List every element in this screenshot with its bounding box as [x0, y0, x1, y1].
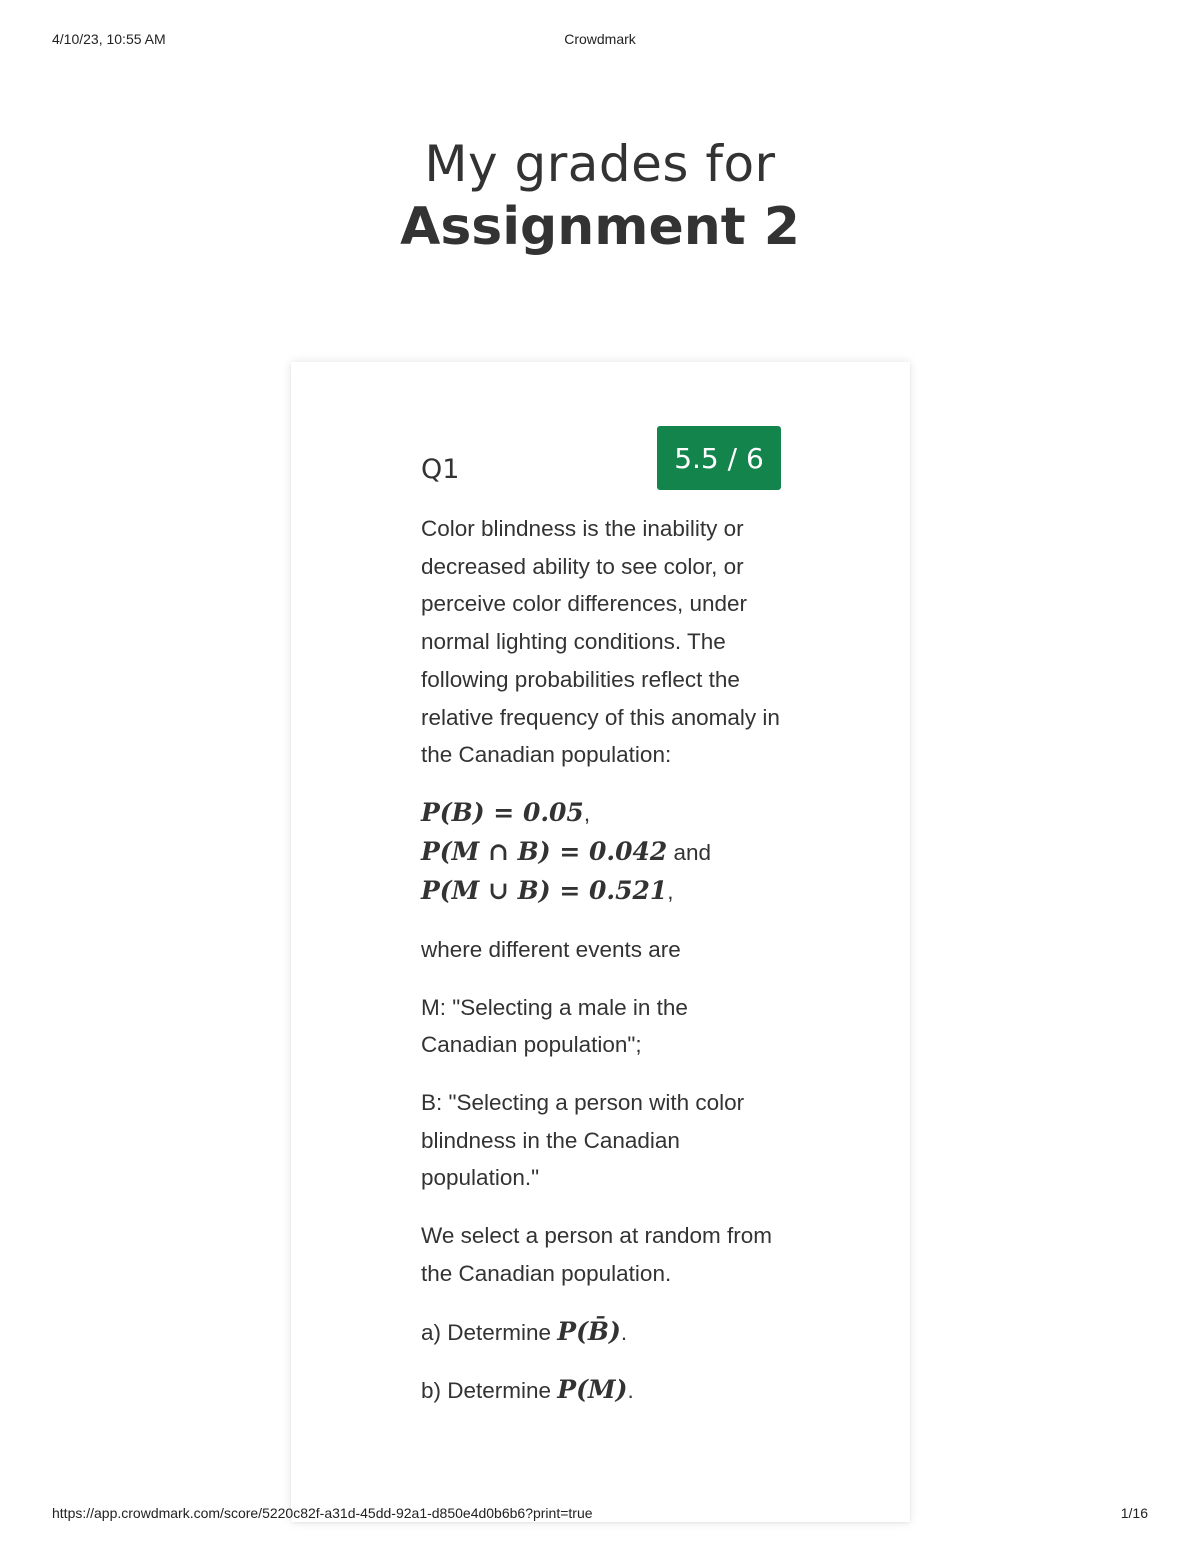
equation-p-m-or-b: P(M ∪ B) = 0.521	[421, 875, 668, 905]
equation-suffix: ,	[583, 800, 591, 826]
question-card	[291, 362, 910, 1522]
part-b-math: P(M)	[557, 1375, 628, 1405]
print-header	[0, 31, 1200, 51]
part-a-math: P(B̄)	[557, 1316, 621, 1346]
print-footer	[0, 1505, 1200, 1525]
equation-suffix: and	[667, 839, 712, 865]
question-body	[421, 510, 786, 1430]
event-m-definition: M: "Selecting a male in the Canadian population";	[421, 994, 688, 1058]
part-a-period: .	[620, 1319, 628, 1345]
part-b-period: .	[627, 1378, 634, 1404]
event-b-definition: B: "Selecting a person with color blindness in the Canadian population."	[421, 1090, 745, 1191]
equation-row	[421, 794, 786, 833]
selection-statement: We select a person at random from the Canadian population.	[421, 1223, 772, 1286]
part-a	[421, 1313, 786, 1352]
part-b	[421, 1371, 786, 1410]
print-datetime: 4/10/23, 10:55 AM	[52, 31, 166, 47]
equation-p-b: P(B) = 0.05	[421, 797, 584, 827]
part-b-text: b) Determine	[421, 1378, 558, 1404]
question-label: Q1	[421, 454, 460, 485]
equation-row	[421, 833, 786, 872]
print-page-number: 1/16	[1120, 1505, 1148, 1521]
question-intro: Color blindness is the inability or decreased ability to see color, or perceive color differences, under normal lighting conditions. The following probabilities reflect the relative frequency of this anomaly in the Canadian population:	[421, 516, 780, 768]
part-a-text: a) Determine	[421, 1319, 558, 1345]
print-site-name: Crowdmark	[564, 31, 636, 47]
equation-suffix: ,	[667, 878, 674, 904]
probability-equations	[421, 794, 786, 911]
score-badge[interactable]: 5.5 / 6	[657, 426, 781, 490]
page-title-line1: My grades for	[424, 135, 776, 193]
events-intro: where different events are	[421, 936, 681, 962]
print-url: https://app.crowdmark.com/score/5220c82f-a31d-45dd-92a1-d850e4d0b6b6?print=true	[52, 1505, 593, 1521]
page-title-assignment: Assignment 2	[400, 197, 800, 257]
equation-p-m-and-b: P(M ∩ B) = 0.042	[421, 836, 668, 866]
equation-row	[421, 872, 786, 911]
page-title	[0, 132, 1200, 258]
